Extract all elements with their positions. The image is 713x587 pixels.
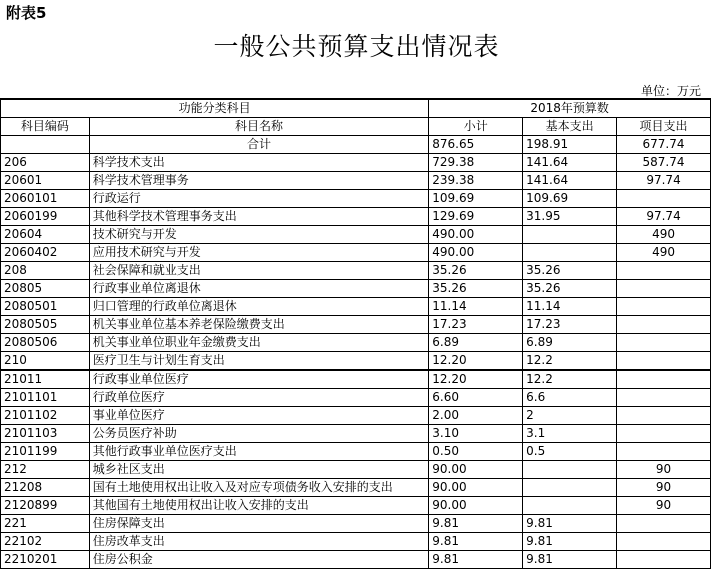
row-name: 住房公积金 xyxy=(89,551,429,569)
row-code: 2101103 xyxy=(1,425,90,443)
total-code xyxy=(1,136,90,154)
row-subtotal: 490.00 xyxy=(429,226,523,244)
row-subtotal: 9.81 xyxy=(429,551,523,569)
row-name: 行政事业单位离退休 xyxy=(89,280,429,298)
table-row xyxy=(1,389,711,407)
table-row xyxy=(1,334,711,352)
row-name: 科学技术管理事务 xyxy=(89,172,429,190)
row-project xyxy=(617,370,711,389)
row-project xyxy=(617,443,711,461)
row-project xyxy=(617,533,711,551)
table-row xyxy=(1,190,711,208)
row-project: 490 xyxy=(617,244,711,262)
unit-label: 单位：万元 xyxy=(640,84,701,98)
row-name: 其他国有土地使用权出让收入安排的支出 xyxy=(89,497,429,515)
row-subtotal: 12.20 xyxy=(429,370,523,389)
row-project: 90 xyxy=(617,497,711,515)
row-name: 行政运行 xyxy=(89,190,429,208)
table-row xyxy=(1,425,711,443)
row-basic: 3.1 xyxy=(523,425,617,443)
header-function-category: 功能分类科目 xyxy=(1,99,429,118)
row-code: 20601 xyxy=(1,172,90,190)
row-subtotal: 0.50 xyxy=(429,443,523,461)
table-header xyxy=(1,99,711,136)
row-basic: 17.23 xyxy=(523,316,617,334)
row-code: 2101101 xyxy=(1,389,90,407)
row-subtotal: 90.00 xyxy=(429,461,523,479)
row-project: 97.74 xyxy=(617,208,711,226)
table-row xyxy=(1,443,711,461)
row-basic: 9.81 xyxy=(523,515,617,533)
row-subtotal: 239.38 xyxy=(429,172,523,190)
row-name: 行政事业单位医疗 xyxy=(89,370,429,389)
row-name: 机关事业单位基本养老保险缴费支出 xyxy=(89,316,429,334)
row-name: 社会保障和就业支出 xyxy=(89,262,429,280)
header-project: 项目支出 xyxy=(617,118,711,136)
row-code: 210 xyxy=(1,352,90,371)
row-code: 2101199 xyxy=(1,443,90,461)
row-name: 技术研究与开发 xyxy=(89,226,429,244)
page-title: 一般公共预算支出情况表 xyxy=(213,32,500,61)
row-code: 2120899 xyxy=(1,497,90,515)
table-row xyxy=(1,280,711,298)
row-code: 2101102 xyxy=(1,407,90,425)
budget-table xyxy=(0,98,711,569)
row-project xyxy=(617,262,711,280)
row-code: 21011 xyxy=(1,370,90,389)
total-basic: 198.91 xyxy=(523,136,617,154)
row-project xyxy=(617,334,711,352)
row-basic: 141.64 xyxy=(523,154,617,172)
table-row xyxy=(1,497,711,515)
appendix-label: 附表5 xyxy=(6,4,47,22)
row-name: 其他行政事业单位医疗支出 xyxy=(89,443,429,461)
row-code: 2210201 xyxy=(1,551,90,569)
row-subtotal: 729.38 xyxy=(429,154,523,172)
table-row xyxy=(1,298,711,316)
row-code: 2080506 xyxy=(1,334,90,352)
row-subtotal: 9.81 xyxy=(429,515,523,533)
table-row xyxy=(1,533,711,551)
row-name: 归口管理的行政单位离退休 xyxy=(89,298,429,316)
row-name: 住房保障支出 xyxy=(89,515,429,533)
total-row xyxy=(1,136,711,154)
row-basic xyxy=(523,497,617,515)
header-basic: 基本支出 xyxy=(523,118,617,136)
row-name: 医疗卫生与计划生育支出 xyxy=(89,352,429,371)
row-name: 其他科学技术管理事务支出 xyxy=(89,208,429,226)
row-project: 90 xyxy=(617,479,711,497)
table-row xyxy=(1,262,711,280)
row-project xyxy=(617,352,711,371)
header-name: 科目名称 xyxy=(89,118,429,136)
row-basic: 9.81 xyxy=(523,551,617,569)
row-basic: 12.2 xyxy=(523,370,617,389)
row-name: 城乡社区支出 xyxy=(89,461,429,479)
header-budget-year: 2018年预算数 xyxy=(429,99,711,118)
row-name: 事业单位医疗 xyxy=(89,407,429,425)
row-subtotal: 17.23 xyxy=(429,316,523,334)
row-code: 22102 xyxy=(1,533,90,551)
row-name: 机关事业单位职业年金缴费支出 xyxy=(89,334,429,352)
row-project: 97.74 xyxy=(617,172,711,190)
row-project xyxy=(617,316,711,334)
row-project: 587.74 xyxy=(617,154,711,172)
row-code: 20604 xyxy=(1,226,90,244)
row-basic xyxy=(523,461,617,479)
table-row xyxy=(1,479,711,497)
row-code: 2080501 xyxy=(1,298,90,316)
row-basic: 12.2 xyxy=(523,352,617,371)
row-subtotal: 35.26 xyxy=(429,262,523,280)
row-basic: 109.69 xyxy=(523,190,617,208)
row-name: 国有土地使用权出让收入及对应专项债务收入安排的支出 xyxy=(89,479,429,497)
row-code: 2080505 xyxy=(1,316,90,334)
table-row xyxy=(1,244,711,262)
row-subtotal: 490.00 xyxy=(429,244,523,262)
row-subtotal: 9.81 xyxy=(429,533,523,551)
row-project xyxy=(617,515,711,533)
row-basic: 0.5 xyxy=(523,443,617,461)
table-row xyxy=(1,461,711,479)
row-project: 90 xyxy=(617,461,711,479)
row-basic xyxy=(523,244,617,262)
row-name: 住房改革支出 xyxy=(89,533,429,551)
row-project xyxy=(617,190,711,208)
row-subtotal: 6.89 xyxy=(429,334,523,352)
table-row xyxy=(1,226,711,244)
row-subtotal: 35.26 xyxy=(429,280,523,298)
table-row xyxy=(1,370,711,389)
row-basic: 9.81 xyxy=(523,533,617,551)
row-basic: 11.14 xyxy=(523,298,617,316)
header-subtotal: 小计 xyxy=(429,118,523,136)
table-row xyxy=(1,208,711,226)
table-row xyxy=(1,352,711,371)
row-code: 208 xyxy=(1,262,90,280)
table-row xyxy=(1,316,711,334)
row-code: 2060199 xyxy=(1,208,90,226)
row-subtotal: 2.00 xyxy=(429,407,523,425)
row-name: 行政单位医疗 xyxy=(89,389,429,407)
row-basic xyxy=(523,226,617,244)
table-row xyxy=(1,551,711,569)
row-code: 21208 xyxy=(1,479,90,497)
row-basic: 141.64 xyxy=(523,172,617,190)
row-subtotal: 11.14 xyxy=(429,298,523,316)
row-project: 490 xyxy=(617,226,711,244)
table-row xyxy=(1,407,711,425)
row-code: 206 xyxy=(1,154,90,172)
table-row xyxy=(1,172,711,190)
row-project xyxy=(617,298,711,316)
row-subtotal: 129.69 xyxy=(429,208,523,226)
row-basic: 35.26 xyxy=(523,280,617,298)
row-project xyxy=(617,407,711,425)
row-basic: 6.6 xyxy=(523,389,617,407)
row-subtotal: 3.10 xyxy=(429,425,523,443)
total-label: 合计 xyxy=(89,136,429,154)
row-subtotal: 109.69 xyxy=(429,190,523,208)
header-row-columns xyxy=(1,118,711,136)
row-project xyxy=(617,551,711,569)
header-row-group xyxy=(1,99,711,118)
table-row xyxy=(1,154,711,172)
row-basic: 2 xyxy=(523,407,617,425)
row-subtotal: 6.60 xyxy=(429,389,523,407)
row-name: 公务员医疗补助 xyxy=(89,425,429,443)
table-body xyxy=(1,136,711,569)
row-basic: 6.89 xyxy=(523,334,617,352)
row-project xyxy=(617,425,711,443)
row-project xyxy=(617,389,711,407)
row-code: 212 xyxy=(1,461,90,479)
row-code: 2060402 xyxy=(1,244,90,262)
total-subtotal: 876.65 xyxy=(429,136,523,154)
row-code: 2060101 xyxy=(1,190,90,208)
row-name: 应用技术研究与开发 xyxy=(89,244,429,262)
row-basic: 31.95 xyxy=(523,208,617,226)
row-name: 科学技术支出 xyxy=(89,154,429,172)
row-subtotal: 90.00 xyxy=(429,497,523,515)
header-code: 科目编码 xyxy=(1,118,90,136)
row-subtotal: 12.20 xyxy=(429,352,523,371)
row-code: 221 xyxy=(1,515,90,533)
row-basic xyxy=(523,479,617,497)
row-project xyxy=(617,280,711,298)
row-subtotal: 90.00 xyxy=(429,479,523,497)
table-row xyxy=(1,515,711,533)
total-project: 677.74 xyxy=(617,136,711,154)
row-code: 20805 xyxy=(1,280,90,298)
row-basic: 35.26 xyxy=(523,262,617,280)
